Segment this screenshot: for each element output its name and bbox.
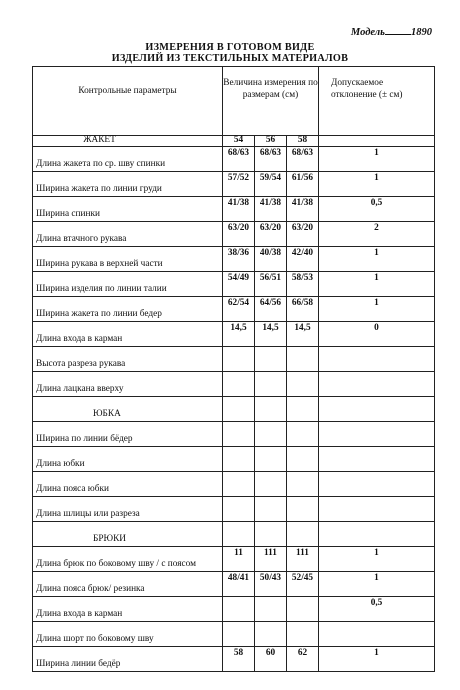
sizes-row [33, 136, 435, 147]
row-value: 14,5 [255, 322, 287, 347]
empty-cell [319, 522, 435, 547]
table-row [33, 297, 435, 322]
row-value [255, 347, 287, 372]
row-value [287, 472, 319, 497]
measurements-table [32, 66, 435, 672]
row-value: 57/52 [223, 172, 255, 197]
row-value: 54/49 [223, 272, 255, 297]
section-label-jacket: ЖАКЕТ [33, 136, 223, 147]
row-value [255, 597, 287, 622]
row-value: 66/58 [287, 297, 319, 322]
document-title: ИЗМЕРЕНИЯ В ГОТОВОМ ВИДЕ [145, 42, 315, 53]
row-label: Длина лацкана вверху [33, 372, 223, 397]
row-tolerance: 0,5 [319, 597, 435, 622]
row-value [223, 597, 255, 622]
row-value: 68/63 [255, 147, 287, 172]
row-value [223, 372, 255, 397]
row-label: Ширина по линии бёдер [33, 422, 223, 447]
row-value [287, 497, 319, 522]
row-value [287, 347, 319, 372]
table-row [33, 147, 435, 172]
table-row [33, 447, 435, 472]
row-label: Длина втачного рукава [33, 222, 223, 247]
model-value: 1890 [411, 27, 432, 38]
row-value: 11 [223, 547, 255, 572]
row-value: 111 [255, 547, 287, 572]
row-tolerance [319, 497, 435, 522]
row-value: 38/36 [223, 247, 255, 272]
row-value [223, 622, 255, 647]
header-tolerance: Допускаемое отклонение (± см) [319, 67, 435, 136]
empty-cell [223, 397, 255, 422]
empty-cell [255, 397, 287, 422]
row-value: 48/41 [223, 572, 255, 597]
row-value [287, 422, 319, 447]
table-row [33, 347, 435, 372]
row-value: 64/56 [255, 297, 287, 322]
row-value: 50/43 [255, 572, 287, 597]
row-value: 68/63 [287, 147, 319, 172]
section-label: БРЮКИ [33, 522, 223, 547]
header-params: Контрольные параметры [33, 67, 223, 136]
row-label: Ширина спинки [33, 197, 223, 222]
row-label: Длина пояса брюк/ резинка [33, 572, 223, 597]
row-tolerance: 1 [319, 547, 435, 572]
model-label: Модель [350, 27, 385, 38]
row-tolerance [319, 447, 435, 472]
table-row [33, 472, 435, 497]
table-row [33, 622, 435, 647]
row-label: Длина жакета по ср. шву спинки [33, 147, 223, 172]
row-value: 41/38 [287, 197, 319, 222]
row-label: Длина шлицы или разреза [33, 497, 223, 522]
table-row [33, 322, 435, 347]
row-value: 63/20 [287, 222, 319, 247]
empty-cell [255, 522, 287, 547]
row-label: Ширина рукава в верхней части [33, 247, 223, 272]
row-value: 58/53 [287, 272, 319, 297]
row-label: Ширина изделия по линии талии [33, 272, 223, 297]
row-value [223, 422, 255, 447]
table-row [33, 272, 435, 297]
trousers-section [33, 522, 435, 672]
row-label: Длина брюк по боковому шву / с поясом [33, 547, 223, 572]
row-value [255, 472, 287, 497]
row-label: Длина юбки [33, 447, 223, 472]
section-header-skirt [33, 397, 435, 422]
model-number [351, 26, 432, 38]
row-value [255, 497, 287, 522]
empty-cell [319, 397, 435, 422]
row-label: Высота разреза рукава [33, 347, 223, 372]
row-value: 41/38 [223, 197, 255, 222]
row-value: 56/51 [255, 272, 287, 297]
row-value: 14,5 [287, 322, 319, 347]
row-value [223, 472, 255, 497]
table-row [33, 497, 435, 522]
row-tolerance [319, 622, 435, 647]
section-header-trousers [33, 522, 435, 547]
row-label: Ширина жакета по линии бедер [33, 297, 223, 322]
row-tolerance [319, 422, 435, 447]
row-tolerance: 1 [319, 272, 435, 297]
row-tolerance: 1 [319, 297, 435, 322]
row-value [223, 347, 255, 372]
row-tolerance: 1 [319, 647, 435, 672]
row-value: 14,5 [223, 322, 255, 347]
header-measure: Величина измерения по размерам (см) [223, 67, 319, 136]
row-label: Длина пояса юбки [33, 472, 223, 497]
row-tolerance [319, 372, 435, 397]
row-label: Длина шорт по боковому шву [33, 622, 223, 647]
row-value [287, 622, 319, 647]
row-tolerance: 1 [319, 572, 435, 597]
row-tolerance: 0,5 [319, 197, 435, 222]
document-subtitle: ИЗДЕЛИЙ ИЗ ТЕКСТИЛЬНЫХ МАТЕРИАЛОВ [111, 53, 349, 64]
size-56: 56 [255, 136, 287, 147]
row-value [255, 622, 287, 647]
row-value: 111 [287, 547, 319, 572]
row-value: 58 [223, 647, 255, 672]
row-value [287, 372, 319, 397]
empty-cell [223, 522, 255, 547]
row-value: 68/63 [223, 147, 255, 172]
row-value [255, 422, 287, 447]
row-value: 40/38 [255, 247, 287, 272]
table-row [33, 422, 435, 447]
size-58: 58 [287, 136, 319, 147]
size-54: 54 [223, 136, 255, 147]
table-row [33, 172, 435, 197]
table-header-row [33, 67, 435, 136]
table-row [33, 222, 435, 247]
row-value: 63/20 [255, 222, 287, 247]
row-tolerance [319, 347, 435, 372]
row-tolerance: 0 [319, 322, 435, 347]
table-row [33, 547, 435, 572]
row-value: 61/56 [287, 172, 319, 197]
row-value [223, 497, 255, 522]
table-row [33, 647, 435, 672]
row-value [223, 447, 255, 472]
table-row [33, 247, 435, 272]
row-label: Ширина линии бедёр [33, 647, 223, 672]
row-value: 63/20 [223, 222, 255, 247]
row-value: 42/40 [287, 247, 319, 272]
row-tolerance: 2 [319, 222, 435, 247]
row-value: 41/38 [255, 197, 287, 222]
row-value [255, 372, 287, 397]
jacket-section [33, 147, 435, 397]
section-label: ЮБКА [33, 397, 223, 422]
row-value: 62 [287, 647, 319, 672]
skirt-section [33, 397, 435, 522]
table-row [33, 572, 435, 597]
table-row [33, 197, 435, 222]
row-label: Длина входа в карман [33, 597, 223, 622]
row-value: 52/45 [287, 572, 319, 597]
row-tolerance: 1 [319, 147, 435, 172]
row-value [287, 447, 319, 472]
empty-cell [287, 397, 319, 422]
row-value [255, 447, 287, 472]
row-label: Длина входа в карман [33, 322, 223, 347]
table-row [33, 597, 435, 622]
row-tolerance [319, 472, 435, 497]
row-tolerance: 1 [319, 172, 435, 197]
row-value: 62/54 [223, 297, 255, 322]
table-row [33, 372, 435, 397]
row-tolerance: 1 [319, 247, 435, 272]
row-value: 59/54 [255, 172, 287, 197]
row-value: 60 [255, 647, 287, 672]
row-value [287, 597, 319, 622]
row-label: Ширина жакета по линии груди [33, 172, 223, 197]
empty-cell [287, 522, 319, 547]
